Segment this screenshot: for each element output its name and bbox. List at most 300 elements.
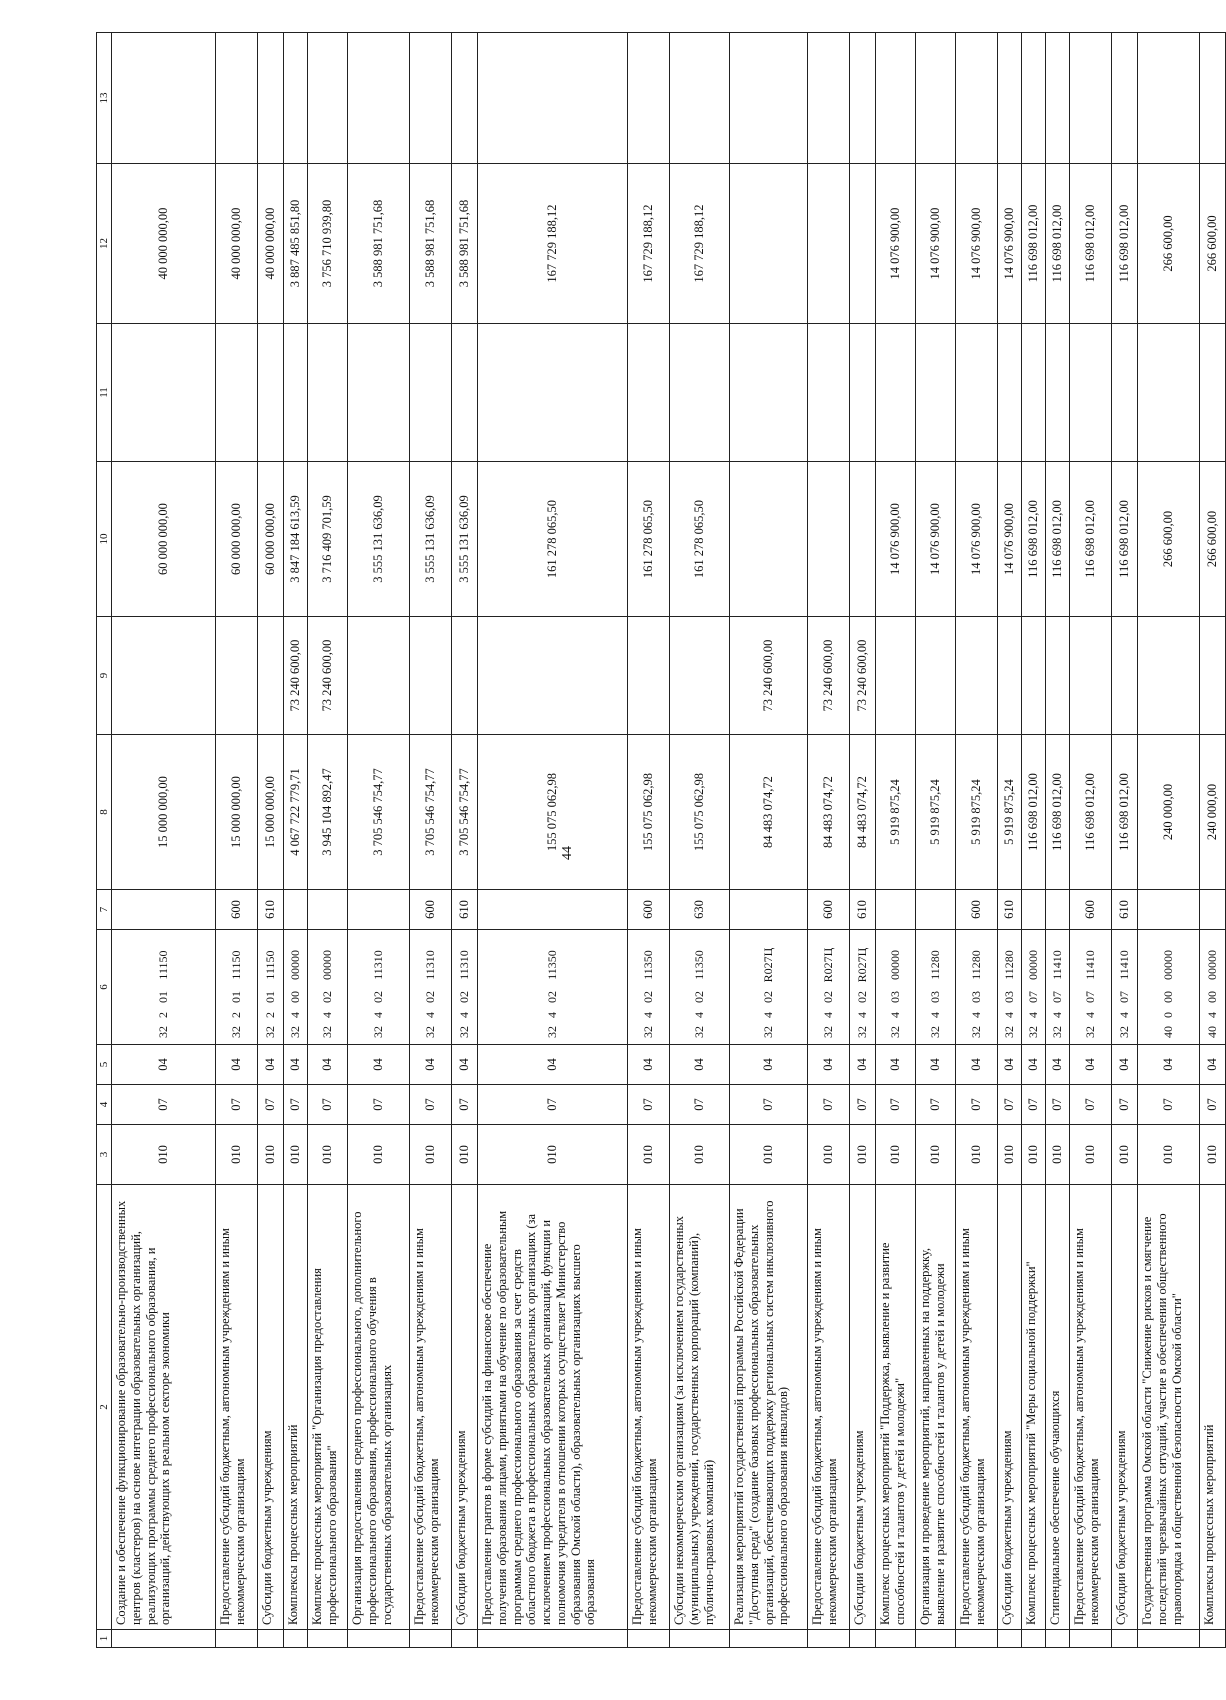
- cell-col-13: [478, 33, 628, 164]
- cell-col-10: 60 000 000,00: [112, 462, 216, 617]
- code-part-2: 4: [928, 1012, 943, 1018]
- column-header-7: 7: [97, 890, 112, 930]
- cell-col-9: 73 240 600,00: [308, 617, 348, 735]
- cell-col-4: 07: [1046, 1085, 1070, 1125]
- cell-col-13: [998, 33, 1022, 164]
- cell-col-7: 600: [410, 890, 452, 930]
- code-part-4: 11280: [1002, 950, 1017, 980]
- cell-col-8: 3 705 546 754,77: [410, 735, 452, 890]
- cell-col-10: 116 698 012,00: [1022, 462, 1046, 617]
- cell-col-3: 010: [730, 1125, 808, 1185]
- cell-col-8: 15 000 000,00: [216, 735, 258, 890]
- code-part-4: 11150: [229, 950, 244, 980]
- cell-target-code: [216, 930, 258, 1045]
- cell-col-7: 600: [628, 890, 670, 930]
- cell-col-7: [916, 890, 956, 930]
- page-number: 44: [560, 846, 575, 860]
- code-part-3: 02: [320, 991, 335, 1003]
- cell-col-3: 010: [478, 1125, 628, 1185]
- code-part-3: 01: [229, 991, 244, 1003]
- cell-col-4: 07: [876, 1085, 916, 1125]
- cell-col-4: 07: [452, 1085, 478, 1125]
- cell-col-8: 3 945 104 892,47: [308, 735, 348, 890]
- code-part-4: 00000: [320, 950, 335, 980]
- cell-col-8: 84 483 074,72: [808, 735, 850, 890]
- code-part-4: 11350: [641, 950, 656, 980]
- code-part-3: 07: [1050, 991, 1065, 1003]
- cell-col-4: 07: [1112, 1085, 1138, 1125]
- cell-col-12: 116 698 012,00: [1112, 164, 1138, 324]
- cell-col-10: 14 076 900,00: [916, 462, 956, 617]
- cell-col-7: 600: [216, 890, 258, 930]
- cell-col-2: Субсидии некоммерческим организациям (за исключением государственных (муниципальных) учреждений, государственных корпораций (компаний), публично-правовых компаний): [670, 1185, 730, 1630]
- cell-col-7: [112, 890, 216, 930]
- code-part-4: 11310: [423, 950, 438, 980]
- column-header-1: 1: [97, 1630, 112, 1648]
- cell-col-13: [216, 33, 258, 164]
- code-part-3: 07: [1026, 991, 1041, 1003]
- cell-col-13: [628, 33, 670, 164]
- code-part-2: 4: [457, 1012, 472, 1018]
- cell-col-13: [1046, 33, 1070, 164]
- column-header-10: 10: [97, 462, 112, 617]
- cell-col-12: [850, 164, 876, 324]
- code-part-2: 4: [1002, 1012, 1017, 1018]
- cell-col-7: [1138, 890, 1200, 930]
- cell-col-9: [1112, 617, 1138, 735]
- table-row: [670, 33, 730, 1648]
- cell-col-4: 07: [112, 1085, 216, 1125]
- code-part-2: 4: [288, 1012, 303, 1018]
- cell-col-8: 5 919 875,24: [998, 735, 1022, 890]
- cell-col-7: [478, 890, 628, 930]
- cell-col-5: 04: [1138, 1045, 1200, 1085]
- code-part-1: 32: [371, 1026, 386, 1038]
- code-part-4: R027Ц: [821, 947, 836, 983]
- cell-col-13: [348, 33, 410, 164]
- cell-col-10: 14 076 900,00: [956, 462, 998, 617]
- code-part-2: 4: [969, 1012, 984, 1018]
- code-part-1: 40: [1205, 1026, 1220, 1038]
- cell-col-3: 010: [808, 1125, 850, 1185]
- cell-col-10: [730, 462, 808, 617]
- table-row: [1022, 33, 1046, 1648]
- code-part-3: 00: [288, 991, 303, 1003]
- cell-col-12: 116 698 012,00: [1046, 164, 1070, 324]
- budget-table: [96, 32, 1226, 1648]
- cell-col-13: [1200, 33, 1226, 164]
- cell-col-9: [876, 617, 916, 735]
- cell-col-2: Субсидии бюджетным учреждениям: [258, 1185, 284, 1630]
- cell-col-10: [850, 462, 876, 617]
- cell-col-2: Стипендиальное обеспечение обучающихся: [1046, 1185, 1070, 1630]
- code-part-1: 32: [692, 1026, 707, 1038]
- table-row: [808, 33, 850, 1648]
- cell-col-4: 07: [284, 1085, 308, 1125]
- cell-col-7: 630: [670, 890, 730, 930]
- cell-col-7: [284, 890, 308, 930]
- code-part-2: 4: [641, 1012, 656, 1018]
- code-part-4: 00000: [1026, 950, 1041, 980]
- cell-col-8: 3 705 546 754,77: [348, 735, 410, 890]
- cell-col-4: 07: [1022, 1085, 1046, 1125]
- cell-col-13: [410, 33, 452, 164]
- cell-col-10: 161 278 065,50: [670, 462, 730, 617]
- code-part-1: 40: [1161, 1026, 1176, 1038]
- cell-col-2: Субсидии бюджетным учреждениям: [850, 1185, 876, 1630]
- cell-col-3: 010: [1112, 1125, 1138, 1185]
- code-part-1: 32: [855, 1026, 870, 1038]
- cell-target-code: [112, 930, 216, 1045]
- code-part-4: 11150: [156, 950, 171, 980]
- cell-col-10: 116 698 012,00: [1046, 462, 1070, 617]
- cell-col-3: 010: [452, 1125, 478, 1185]
- code-part-3: 01: [156, 991, 171, 1003]
- code-part-4: 00000: [1205, 950, 1220, 980]
- cell-col-1: [348, 1630, 410, 1648]
- cell-col-3: 010: [1046, 1125, 1070, 1185]
- cell-col-12: 3 887 485 851,80: [284, 164, 308, 324]
- cell-target-code: [1112, 930, 1138, 1045]
- cell-col-4: 07: [998, 1085, 1022, 1125]
- cell-col-7: 610: [1112, 890, 1138, 930]
- cell-col-12: 167 729 188,12: [628, 164, 670, 324]
- cell-col-13: [956, 33, 998, 164]
- code-part-2: 0: [1161, 1012, 1176, 1018]
- code-part-4: 11350: [545, 950, 560, 980]
- cell-col-13: [308, 33, 348, 164]
- code-part-3: 02: [641, 991, 656, 1003]
- cell-col-10: 116 698 012,00: [1070, 462, 1112, 617]
- cell-target-code: [284, 930, 308, 1045]
- code-part-2: 4: [1205, 1012, 1220, 1018]
- cell-col-10: 3 716 409 701,59: [308, 462, 348, 617]
- code-part-1: 32: [423, 1026, 438, 1038]
- cell-col-4: 07: [808, 1085, 850, 1125]
- cell-col-3: 010: [998, 1125, 1022, 1185]
- cell-col-4: 07: [670, 1085, 730, 1125]
- code-part-3: 00: [1161, 991, 1176, 1003]
- cell-col-2: Комплекс процессных мероприятий "Меры социальной поддержки": [1022, 1185, 1046, 1630]
- cell-target-code: [850, 930, 876, 1045]
- cell-col-2: Предоставление субсидий бюджетным, автономным учреждениям и иным некоммерческим организациям: [410, 1185, 452, 1630]
- code-part-2: 2: [263, 1012, 278, 1018]
- code-part-4: 00000: [1161, 950, 1176, 980]
- table-row: [730, 33, 808, 1648]
- cell-col-5: 04: [1022, 1045, 1046, 1085]
- cell-col-7: 610: [998, 890, 1022, 930]
- code-part-3: 03: [928, 991, 943, 1003]
- cell-col-9: [112, 617, 216, 735]
- cell-col-3: 010: [348, 1125, 410, 1185]
- cell-col-4: 07: [628, 1085, 670, 1125]
- cell-col-7: [1046, 890, 1070, 930]
- code-part-2: 4: [692, 1012, 707, 1018]
- cell-col-11: [916, 324, 956, 462]
- cell-target-code: [410, 930, 452, 1045]
- cell-col-4: 07: [956, 1085, 998, 1125]
- cell-col-11: [850, 324, 876, 462]
- cell-col-11: [216, 324, 258, 462]
- cell-col-8: 84 483 074,72: [730, 735, 808, 890]
- code-part-2: 4: [1026, 1012, 1041, 1018]
- cell-target-code: [1022, 930, 1046, 1045]
- cell-col-1: [478, 1630, 628, 1648]
- code-part-2: 4: [1117, 1012, 1132, 1018]
- cell-col-5: 04: [956, 1045, 998, 1085]
- cell-col-7: 610: [452, 890, 478, 930]
- cell-col-9: 73 240 600,00: [808, 617, 850, 735]
- cell-col-3: 010: [850, 1125, 876, 1185]
- code-part-3: 00: [1205, 991, 1220, 1003]
- cell-col-4: 07: [1200, 1085, 1226, 1125]
- code-part-4: 11280: [969, 950, 984, 980]
- code-part-3: 02: [457, 991, 472, 1003]
- cell-col-5: 04: [1046, 1045, 1070, 1085]
- code-part-1: 32: [263, 1026, 278, 1038]
- cell-col-10: 14 076 900,00: [876, 462, 916, 617]
- code-part-1: 32: [288, 1026, 303, 1038]
- cell-col-1: [1138, 1630, 1200, 1648]
- cell-col-2: Субсидии бюджетным учреждениям: [998, 1185, 1022, 1630]
- cell-col-10: 3 555 131 636,09: [348, 462, 410, 617]
- column-header-3: 3: [97, 1125, 112, 1185]
- code-part-1: 32: [821, 1026, 836, 1038]
- cell-target-code: [452, 930, 478, 1045]
- cell-col-1: [956, 1630, 998, 1648]
- cell-col-9: [1200, 617, 1226, 735]
- cell-col-11: [730, 324, 808, 462]
- cell-col-4: 07: [1070, 1085, 1112, 1125]
- cell-col-7: [1200, 890, 1226, 930]
- table-row: [876, 33, 916, 1648]
- cell-col-9: [956, 617, 998, 735]
- table-row: [1138, 33, 1200, 1648]
- cell-col-12: 167 729 188,12: [478, 164, 628, 324]
- cell-col-3: 010: [916, 1125, 956, 1185]
- cell-col-13: [258, 33, 284, 164]
- code-part-2: 4: [320, 1012, 335, 1018]
- code-part-3: 02: [855, 991, 870, 1003]
- cell-col-8: 15 000 000,00: [258, 735, 284, 890]
- code-part-4: R027Ц: [761, 947, 776, 983]
- cell-col-11: [876, 324, 916, 462]
- cell-col-10: 14 076 900,00: [998, 462, 1022, 617]
- cell-col-10: 266 600,00: [1138, 462, 1200, 617]
- cell-col-1: [730, 1630, 808, 1648]
- cell-col-2: Субсидии бюджетным учреждениям: [1112, 1185, 1138, 1630]
- cell-col-5: 04: [258, 1045, 284, 1085]
- cell-col-11: [258, 324, 284, 462]
- code-part-3: 02: [423, 991, 438, 1003]
- cell-col-12: 266 600,00: [1200, 164, 1226, 324]
- cell-col-4: 07: [410, 1085, 452, 1125]
- code-part-1: 32: [457, 1026, 472, 1038]
- cell-col-8: 84 483 074,72: [850, 735, 876, 890]
- cell-col-8: 240 000,00: [1138, 735, 1200, 890]
- code-part-2: 4: [1050, 1012, 1065, 1018]
- cell-col-8: 116 698 012,00: [1112, 735, 1138, 890]
- table-row: [1200, 33, 1226, 1648]
- cell-col-11: [348, 324, 410, 462]
- cell-col-11: [1138, 324, 1200, 462]
- cell-col-11: [284, 324, 308, 462]
- code-part-2: 4: [888, 1012, 903, 1018]
- cell-col-7: [730, 890, 808, 930]
- cell-col-4: 07: [1138, 1085, 1200, 1125]
- code-part-4: 11410: [1083, 950, 1098, 980]
- cell-target-code: [1200, 930, 1226, 1045]
- column-header-11: 11: [97, 324, 112, 462]
- cell-col-12: 3 588 981 751,68: [348, 164, 410, 324]
- cell-col-9: 73 240 600,00: [850, 617, 876, 735]
- cell-col-9: [258, 617, 284, 735]
- code-part-3: 02: [371, 991, 386, 1003]
- cell-col-12: 116 698 012,00: [1022, 164, 1046, 324]
- code-part-4: 11280: [928, 950, 943, 980]
- code-part-4: R027Ц: [855, 947, 870, 983]
- cell-col-3: 010: [284, 1125, 308, 1185]
- cell-target-code: [876, 930, 916, 1045]
- cell-col-3: 010: [410, 1125, 452, 1185]
- cell-target-code: [670, 930, 730, 1045]
- cell-col-2: Реализация мероприятий государственной программы Российской Федерации "Доступная среда" (создание базовых профессиональных образовательных организаций, обеспечивающих поддержку региональных систем инклюзивного профессионального образования инвалидов): [730, 1185, 808, 1630]
- cell-target-code: [998, 930, 1022, 1045]
- cell-col-5: 04: [348, 1045, 410, 1085]
- cell-col-9: [628, 617, 670, 735]
- cell-target-code: [1046, 930, 1070, 1045]
- cell-col-1: [410, 1630, 452, 1648]
- cell-col-2: Предоставление субсидий бюджетным, автономным учреждениям и иным некоммерческим организациям: [216, 1185, 258, 1630]
- cell-col-11: [670, 324, 730, 462]
- cell-col-7: 600: [956, 890, 998, 930]
- cell-col-13: [1138, 33, 1200, 164]
- code-part-4: 11350: [692, 950, 707, 980]
- table-row: [452, 33, 478, 1648]
- cell-col-1: [998, 1630, 1022, 1648]
- cell-col-7: 610: [850, 890, 876, 930]
- cell-col-5: 04: [998, 1045, 1022, 1085]
- code-part-2: 2: [156, 1012, 171, 1018]
- cell-col-2: Предоставление субсидий бюджетным, автономным учреждениям и иным некоммерческим организациям: [1070, 1185, 1112, 1630]
- cell-col-5: 04: [670, 1045, 730, 1085]
- cell-col-3: 010: [670, 1125, 730, 1185]
- cell-target-code: [730, 930, 808, 1045]
- cell-col-4: 07: [258, 1085, 284, 1125]
- cell-col-11: [410, 324, 452, 462]
- column-header-5: 5: [97, 1045, 112, 1085]
- cell-col-7: [308, 890, 348, 930]
- cell-col-3: 010: [1200, 1125, 1226, 1185]
- cell-col-13: [284, 33, 308, 164]
- cell-col-1: [808, 1630, 850, 1648]
- cell-col-8: 155 075 062,98: [478, 735, 628, 890]
- cell-col-9: 73 240 600,00: [284, 617, 308, 735]
- code-part-4: 11150: [263, 950, 278, 980]
- code-part-3: 03: [888, 991, 903, 1003]
- cell-col-2: Комплекс процессных мероприятий "Организация предоставления профессионального образования": [308, 1185, 348, 1630]
- cell-target-code: [628, 930, 670, 1045]
- cell-col-1: [850, 1630, 876, 1648]
- cell-col-10: 116 698 012,00: [1112, 462, 1138, 617]
- cell-col-8: 240 000,00: [1200, 735, 1226, 890]
- cell-col-3: 010: [216, 1125, 258, 1185]
- cell-col-5: 04: [478, 1045, 628, 1085]
- rotated-table-wrapper: [96, 33, 1220, 1648]
- cell-col-11: [1070, 324, 1112, 462]
- cell-col-8: 15 000 000,00: [112, 735, 216, 890]
- cell-target-code: [956, 930, 998, 1045]
- cell-col-8: 155 075 062,98: [628, 735, 670, 890]
- code-part-1: 32: [888, 1026, 903, 1038]
- column-header-8: 8: [97, 735, 112, 890]
- cell-col-12: 116 698 012,00: [1070, 164, 1112, 324]
- cell-col-2: Комплексы процессных мероприятий: [1200, 1185, 1226, 1630]
- cell-col-12: 14 076 900,00: [956, 164, 998, 324]
- cell-col-11: [452, 324, 478, 462]
- cell-col-3: 010: [112, 1125, 216, 1185]
- cell-col-2: Субсидии бюджетным учреждениям: [452, 1185, 478, 1630]
- table-row: [478, 33, 628, 1648]
- cell-col-4: 07: [478, 1085, 628, 1125]
- code-part-1: 32: [1026, 1026, 1041, 1038]
- table-row: [1046, 33, 1070, 1648]
- cell-col-9: [452, 617, 478, 735]
- code-part-3: 07: [1083, 991, 1098, 1003]
- cell-col-1: [876, 1630, 916, 1648]
- cell-col-8: 116 698 012,00: [1022, 735, 1046, 890]
- cell-col-8: 4 067 722 779,71: [284, 735, 308, 890]
- cell-col-11: [956, 324, 998, 462]
- cell-col-4: 07: [730, 1085, 808, 1125]
- cell-col-8: 116 698 012,00: [1070, 735, 1112, 890]
- cell-col-3: 010: [1022, 1125, 1046, 1185]
- cell-col-3: 010: [956, 1125, 998, 1185]
- cell-target-code: [1138, 930, 1200, 1045]
- column-header-12: 12: [97, 164, 112, 324]
- code-part-3: 02: [821, 991, 836, 1003]
- cell-col-4: 07: [216, 1085, 258, 1125]
- cell-col-4: 07: [308, 1085, 348, 1125]
- cell-col-1: [1046, 1630, 1070, 1648]
- code-part-4: 11410: [1117, 950, 1132, 980]
- cell-col-12: 167 729 188,12: [670, 164, 730, 324]
- cell-col-9: [1022, 617, 1046, 735]
- cell-target-code: [258, 930, 284, 1045]
- code-part-3: 02: [692, 991, 707, 1003]
- cell-col-13: [850, 33, 876, 164]
- cell-col-9: [478, 617, 628, 735]
- cell-col-13: [916, 33, 956, 164]
- cell-col-7: [1022, 890, 1046, 930]
- table-row: [628, 33, 670, 1648]
- cell-col-10: 3 555 131 636,09: [452, 462, 478, 617]
- cell-col-8: 116 698 012,00: [1046, 735, 1070, 890]
- code-part-1: 32: [1083, 1026, 1098, 1038]
- table-row: [410, 33, 452, 1648]
- code-part-3: 03: [969, 991, 984, 1003]
- table-row: [998, 33, 1022, 1648]
- code-part-3: 07: [1117, 991, 1132, 1003]
- cell-col-7: [348, 890, 410, 930]
- cell-col-1: [258, 1630, 284, 1648]
- cell-col-7: 600: [808, 890, 850, 930]
- cell-col-11: [1112, 324, 1138, 462]
- cell-col-11: [998, 324, 1022, 462]
- code-part-4: 11310: [457, 950, 472, 980]
- cell-col-13: [452, 33, 478, 164]
- cell-col-12: [730, 164, 808, 324]
